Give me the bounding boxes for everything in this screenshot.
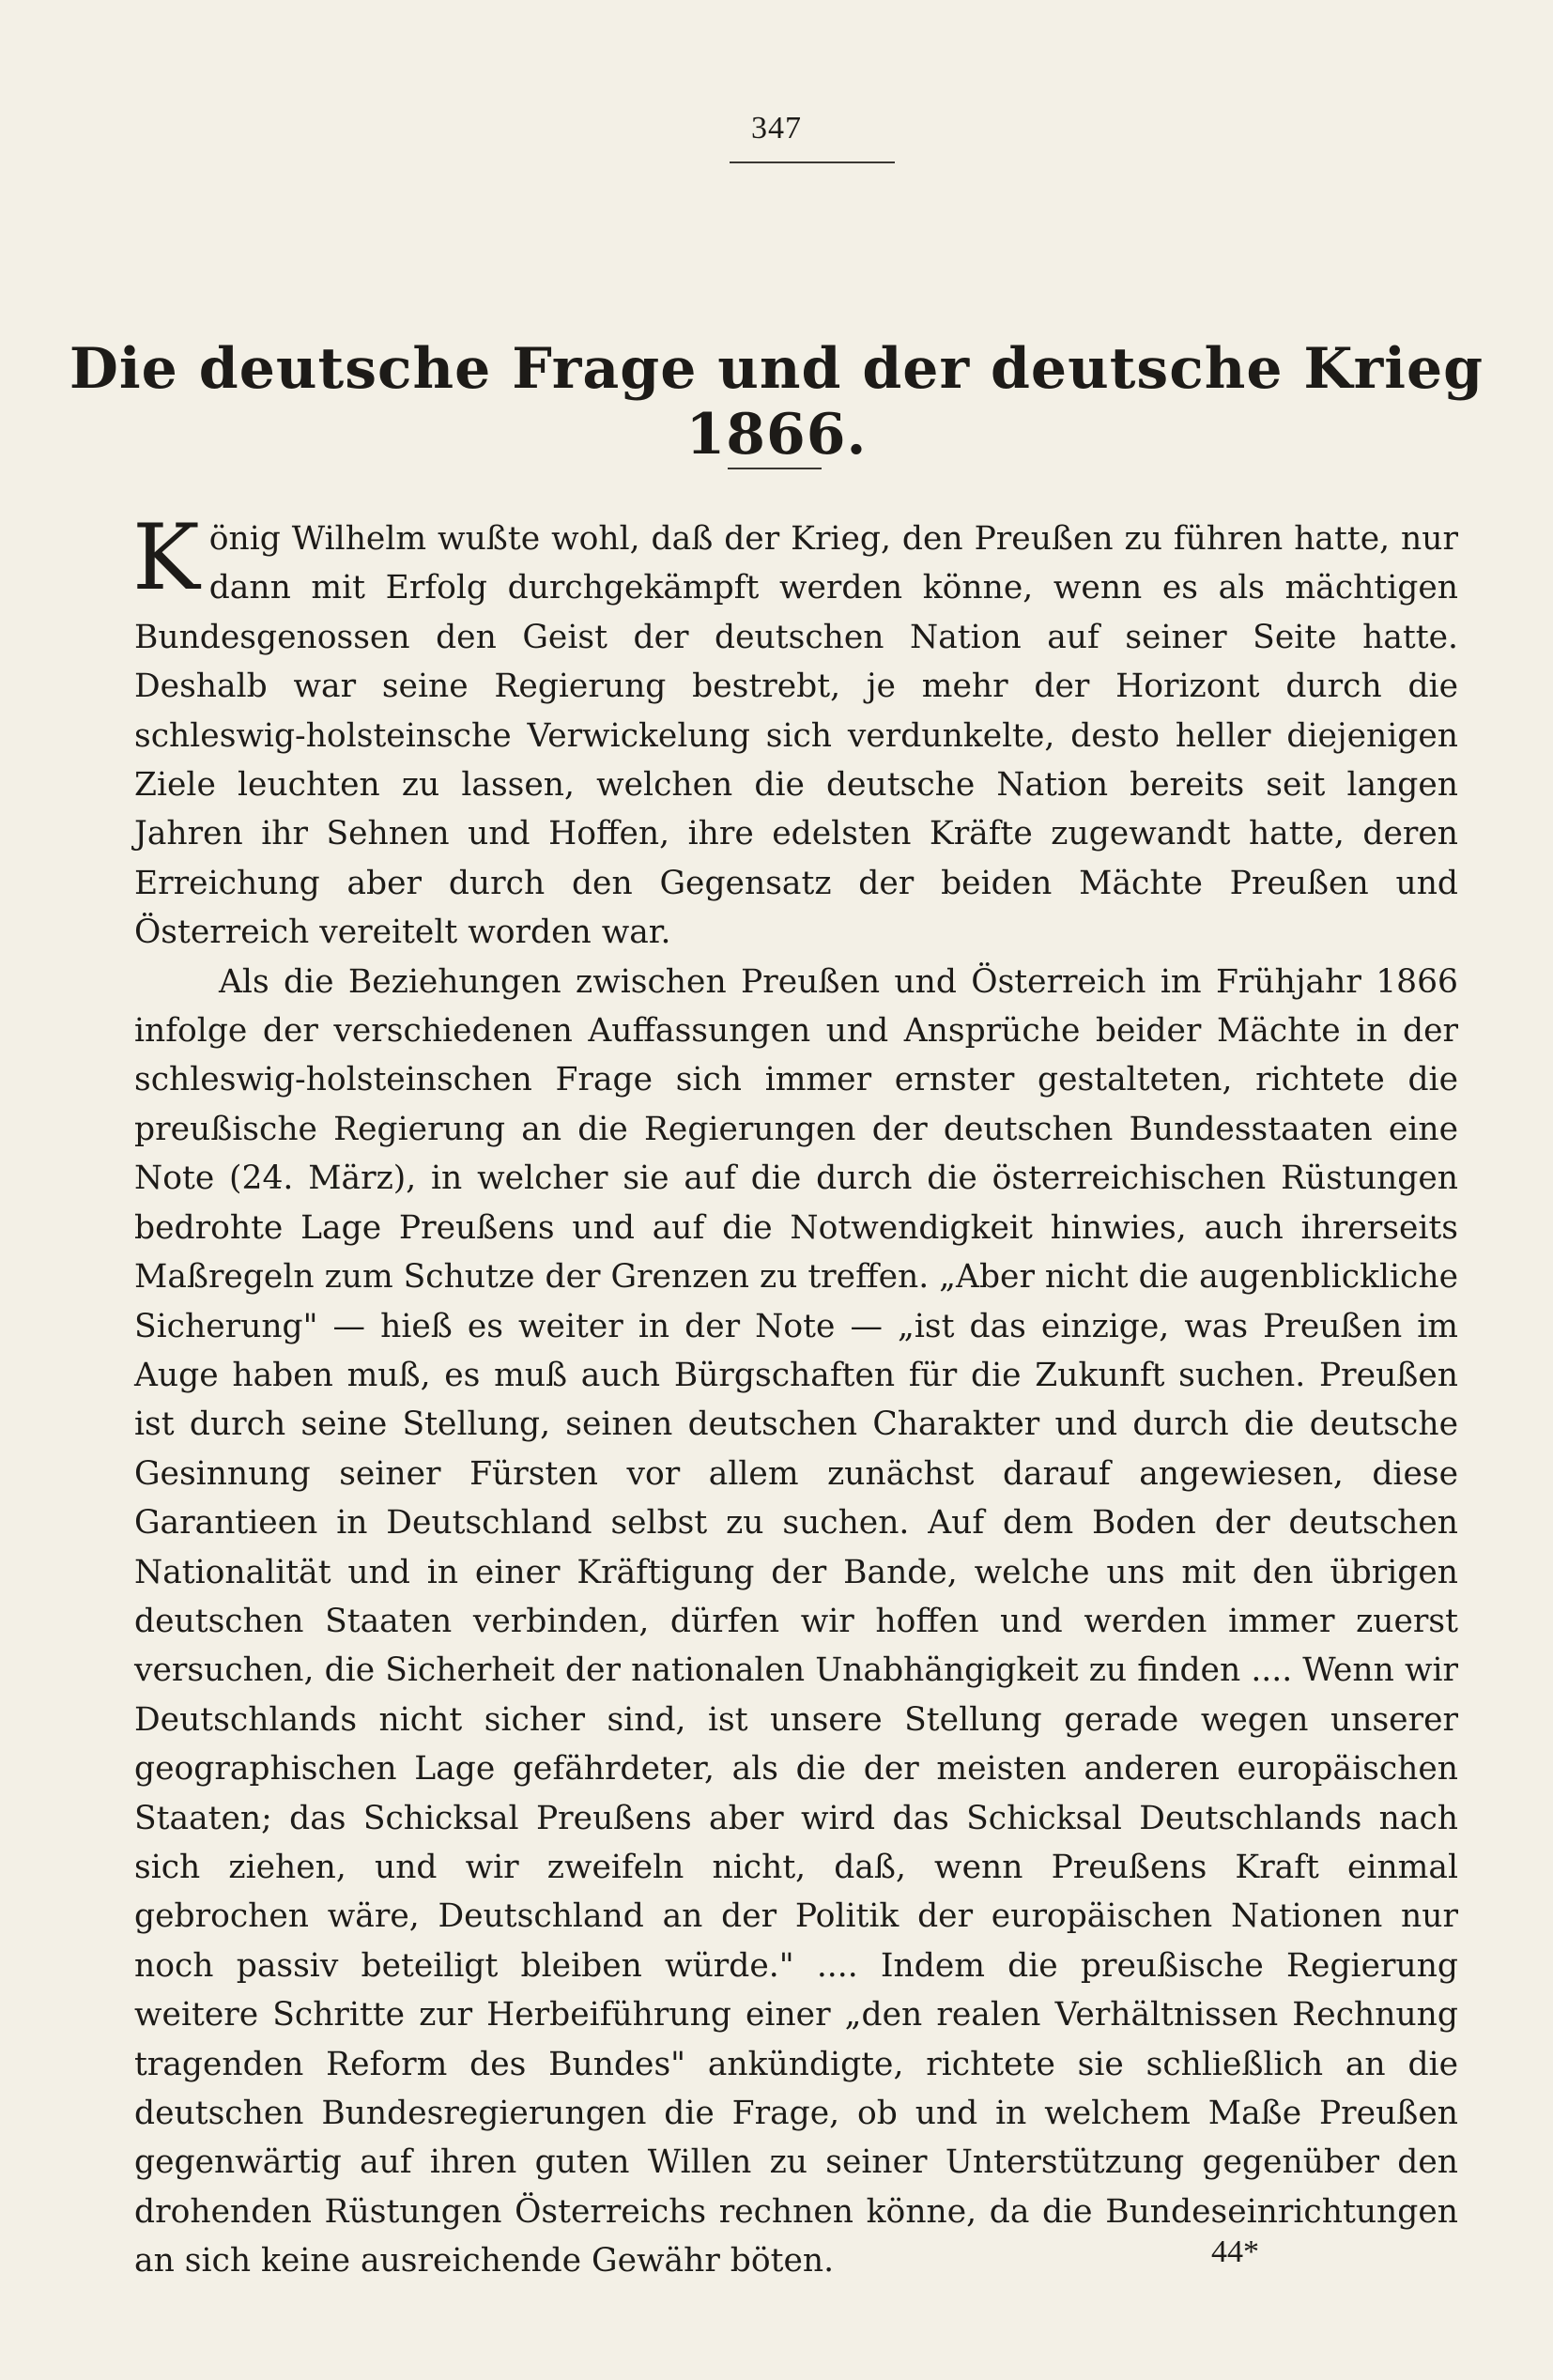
drop-cap-initial: K [132, 505, 200, 610]
title-rule [728, 468, 822, 469]
page-number: 347 [751, 111, 802, 146]
paragraph-1 [132, 505, 1458, 958]
page-number-rule [730, 161, 895, 163]
body-text [132, 505, 1458, 2286]
paragraph-1-text: önig Wilhelm wußte wohl, daß der Krieg, den Preußen zu führen hatte, nur dann mit Erfolg durchgekämpft werden könne, wenn es als mächtigen Bundesgenossen den Geist der deutschen Nation auf seiner Seite hatte. Deshalb war seine Regierung bestrebt, je mehr der Horizont durch die schleswig-holsteinsche Verwickelung sich verdunkelte, desto heller diejenigen Ziele leuchten zu lassen, welchen die deutsche Nation bereits seit langen Jahren ihr Sehnen und Hoffen, ihre edelsten Kräfte zugewandt hatte, deren Erreichung aber durch den Gegensatz der beiden Mächte Preußen und Österreich vereitelt worden war. [134, 520, 1458, 952]
signature-mark: 44* [1211, 2234, 1259, 2269]
paragraph-2: Als die Beziehungen zwischen Preußen und Österreich im Frühjahr 1866 infolge der verschiedenen Auffassungen und Ansprüche beider Mächte in der schleswig-holsteinschen Frage sich immer ernster gestalteten, richtete die preußische Regierung an die Regierungen der deutschen Bundesstaaten eine Note (24. März), in welcher sie auf die durch die österreichischen Rüstungen bedrohte Lage Preußens und auf die Notwendigkeit hinwies, auch ihrerseits Maßregeln zum Schutze der Grenzen zu treffen. „Aber nicht die augenblickliche Sicherung" — hieß es weiter in der Note — „ist das einzige, was Preußen im Auge haben muß, es muß auch Bürgschaften für die Zukunft suchen. Preußen ist durch seine Stellung, seinen deutschen Charakter und durch die deutsche Gesinnung seiner Fürsten vor allem zunächst darauf angewiesen, diese Garantieen in Deutschland selbst zu suchen. Auf dem Boden der deutschen Nationalität und in einer Kräftigung der Bande, welche uns mit den übrigen deutschen Staaten verbinden, dürfen wir hoffen und werden immer zuerst versuchen, die Sicherheit der nationalen Unabhängigkeit zu finden .... Wenn wir Deutschlands nicht sicher sind, ist unsere Stellung gerade wegen unserer geographischen Lage gefährdeter, als die der meisten anderen europäischen Staaten; das Schicksal Preußens aber wird das Schicksal Deutschlands nach sich ziehen, und wir zweifeln nicht, daß, wenn Preußens Kraft einmal gebrochen wäre, Deutschland an der Politik der europäischen Nationen nur noch passiv beteiligt bleiben würde." .... Indem die preußische Regierung weitere Schritte zur Herbeiführung einer „den realen Verhältnissen Rechnung tragenden Reform des Bundes" ankündigte, richtete sie schließlich an die deutschen Bundesregierungen die Frage, ob und in welchem Maße Preußen gegenwärtig auf ihren guten Willen zu seiner Unterstützung gegenüber den drohenden Rüstungen Österreichs rechnen könne, da die Bundeseinrichtungen an sich keine ausreichende Gewähr böten. [134, 962, 1458, 2280]
chapter-title: Die deutsche Frage und der deutsche Krieg 1866. [69, 336, 1484, 468]
